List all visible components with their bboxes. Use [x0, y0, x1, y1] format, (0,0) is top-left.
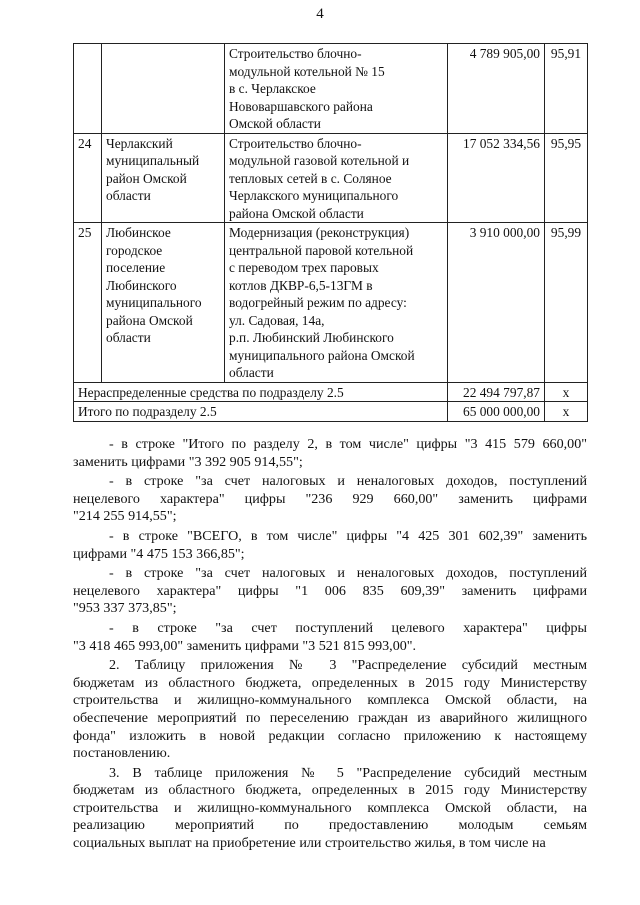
- undistributed-mark: х: [545, 382, 588, 402]
- table-row: [74, 133, 588, 223]
- cell-line: модульной котельной № 15: [229, 63, 385, 79]
- paragraph: [73, 657, 587, 763]
- paragraph-line: социальных выплат на приобретение или строительство жилья, в том числе на: [73, 835, 546, 852]
- cell-line: тепловых сетей в с. Соляное: [229, 170, 392, 186]
- paragraph-line: "3 418 465 993,00" заменить цифрами "3 521 815 993,00".: [73, 637, 417, 654]
- paragraph-line: обеспечение мероприятий по переселению граждан из аварийного жилищного: [73, 709, 587, 726]
- cell-line: Модернизация (реконструкция): [229, 225, 410, 240]
- total-mark: х: [545, 402, 588, 422]
- cell-line: в с. Черлакское: [229, 81, 316, 96]
- paragraph-line: заменить цифрами "3 392 905 914,55";: [73, 453, 303, 470]
- paragraph-line: нецелевого характера" цифры "236 929 660,00" заменить цифрами: [73, 490, 587, 507]
- cell-line: ул. Садовая, 14а,: [229, 312, 325, 328]
- paragraph-line: фонда" изложить в новой редакции согласно приложению к настоящему: [73, 727, 587, 744]
- paragraph-line: - в строке "за счет налоговых и неналоговых доходов, поступлений: [109, 565, 587, 582]
- table-row: [74, 223, 588, 383]
- cell-line: района Омской: [106, 312, 193, 328]
- project-cell: [225, 44, 448, 134]
- paragraph-line: - в строке "ВСЕГО, в том числе" цифры "4 425 301 602,39" заменить: [109, 527, 587, 544]
- cell-line: муниципального: [106, 295, 202, 310]
- paragraph: [73, 765, 587, 853]
- cell-line: области: [106, 330, 151, 345]
- paragraph: [73, 473, 587, 526]
- paragraph-line: строительства и жилищно-коммунального комплекса Омской области, на: [73, 799, 587, 816]
- paragraph-line: 2. Таблицу приложения № 3 "Распределение субсидий местным: [109, 657, 587, 674]
- paragraph-line: постановлению.: [73, 745, 171, 762]
- amendment-text: [73, 436, 587, 855]
- cell-line: Строительство блочно-: [229, 135, 362, 151]
- percent-cell: 95,99: [545, 223, 588, 383]
- paragraph-line: бюджетам из областного бюджета, определенных в 2015 году Министерству: [73, 782, 587, 799]
- cell-line: муниципального района Омской: [229, 347, 415, 363]
- project-cell: [225, 133, 448, 223]
- cell-line: Строительство блочно-: [229, 46, 362, 61]
- cell-line: городское: [106, 242, 163, 258]
- cell-line: р.п. Любинский Любинского: [229, 330, 394, 345]
- project-cell: [225, 223, 448, 383]
- amount-cell: 3 910 000,00: [448, 223, 545, 383]
- paragraph-line: "214 255 914,55";: [73, 508, 177, 525]
- cell-line: Нововаршавского района: [229, 98, 373, 114]
- cell-line: Черлакский: [106, 135, 173, 151]
- amount-cell: 17 052 334,56: [448, 133, 545, 223]
- paragraph-line: - в строке "Итого по разделу 2, в том числе" цифры "3 415 579 660,00": [109, 436, 587, 452]
- amount-cell: 4 789 905,00: [448, 44, 545, 134]
- cell-line: водогрейный режим по адресу:: [229, 295, 407, 310]
- cell-line: района Омской области: [229, 205, 364, 221]
- paragraph-line: реализацию мероприятий по предоставлению молодым семьям: [73, 817, 587, 834]
- cell-line: модульной газовой котельной и: [229, 153, 410, 168]
- cell-line: район Омской: [106, 170, 187, 186]
- row-number: 24: [74, 133, 102, 223]
- cell-line: центральной паровой котельной: [229, 242, 414, 258]
- cell-line: поселение: [106, 260, 166, 275]
- paragraph-line: нецелевого характера" цифры "1 006 835 609,39" заменить цифрами: [73, 582, 587, 599]
- paragraph: [73, 436, 587, 471]
- total-row: [74, 402, 588, 422]
- paragraph-line: "953 337 373,85";: [73, 600, 177, 617]
- cell-line: муниципальный: [106, 153, 200, 168]
- row-number: [74, 44, 102, 134]
- cell-line: области: [229, 365, 274, 380]
- paragraph: [73, 620, 587, 655]
- paragraph-line: строительства и жилищно-коммунального комплекса Омской области, на: [73, 692, 587, 709]
- subsidy-table: [73, 43, 588, 422]
- paragraph: [73, 528, 587, 563]
- cell-line: Омской области: [229, 116, 321, 131]
- paragraph: [73, 565, 587, 618]
- recipient-cell: [102, 44, 225, 134]
- paragraph-line: - в строке "за счет поступлений целевого характера" цифры: [109, 619, 587, 636]
- cell-line: области: [106, 188, 151, 203]
- row-number: 25: [74, 223, 102, 383]
- total-label: Итого по подразделу 2.5: [74, 402, 448, 422]
- percent-cell: 95,95: [545, 133, 588, 223]
- paragraph-line: - в строке "за счет налоговых и неналоговых доходов, поступлений: [109, 473, 587, 490]
- paragraph-line: бюджетам из областного бюджета, определенных в 2015 году Министерству: [73, 674, 587, 691]
- paragraph-line: цифрами "4 475 153 366,85";: [73, 545, 245, 562]
- total-amount: 65 000 000,00: [448, 402, 545, 422]
- cell-line: Любинское: [106, 225, 171, 240]
- recipient-cell: [102, 133, 225, 223]
- undistributed-amount: 22 494 797,87: [448, 382, 545, 402]
- percent-cell: 95,91: [545, 44, 588, 134]
- undistributed-label: Нераспределенные средства по подразделу 2.5: [74, 382, 448, 402]
- paragraph-line: 3. В таблице приложения № 5 "Распределение субсидий местным: [109, 764, 587, 781]
- cell-line: с переводом трех паровых: [229, 260, 379, 275]
- cell-line: Любинского: [106, 277, 177, 293]
- recipient-cell: [102, 223, 225, 383]
- cell-line: Черлакского муниципального: [229, 188, 399, 203]
- table-row: [74, 44, 588, 134]
- undistributed-row: [74, 382, 588, 402]
- page-number: 4: [316, 6, 324, 22]
- cell-line: котлов ДКВР-6,5-13ГМ в: [229, 277, 373, 293]
